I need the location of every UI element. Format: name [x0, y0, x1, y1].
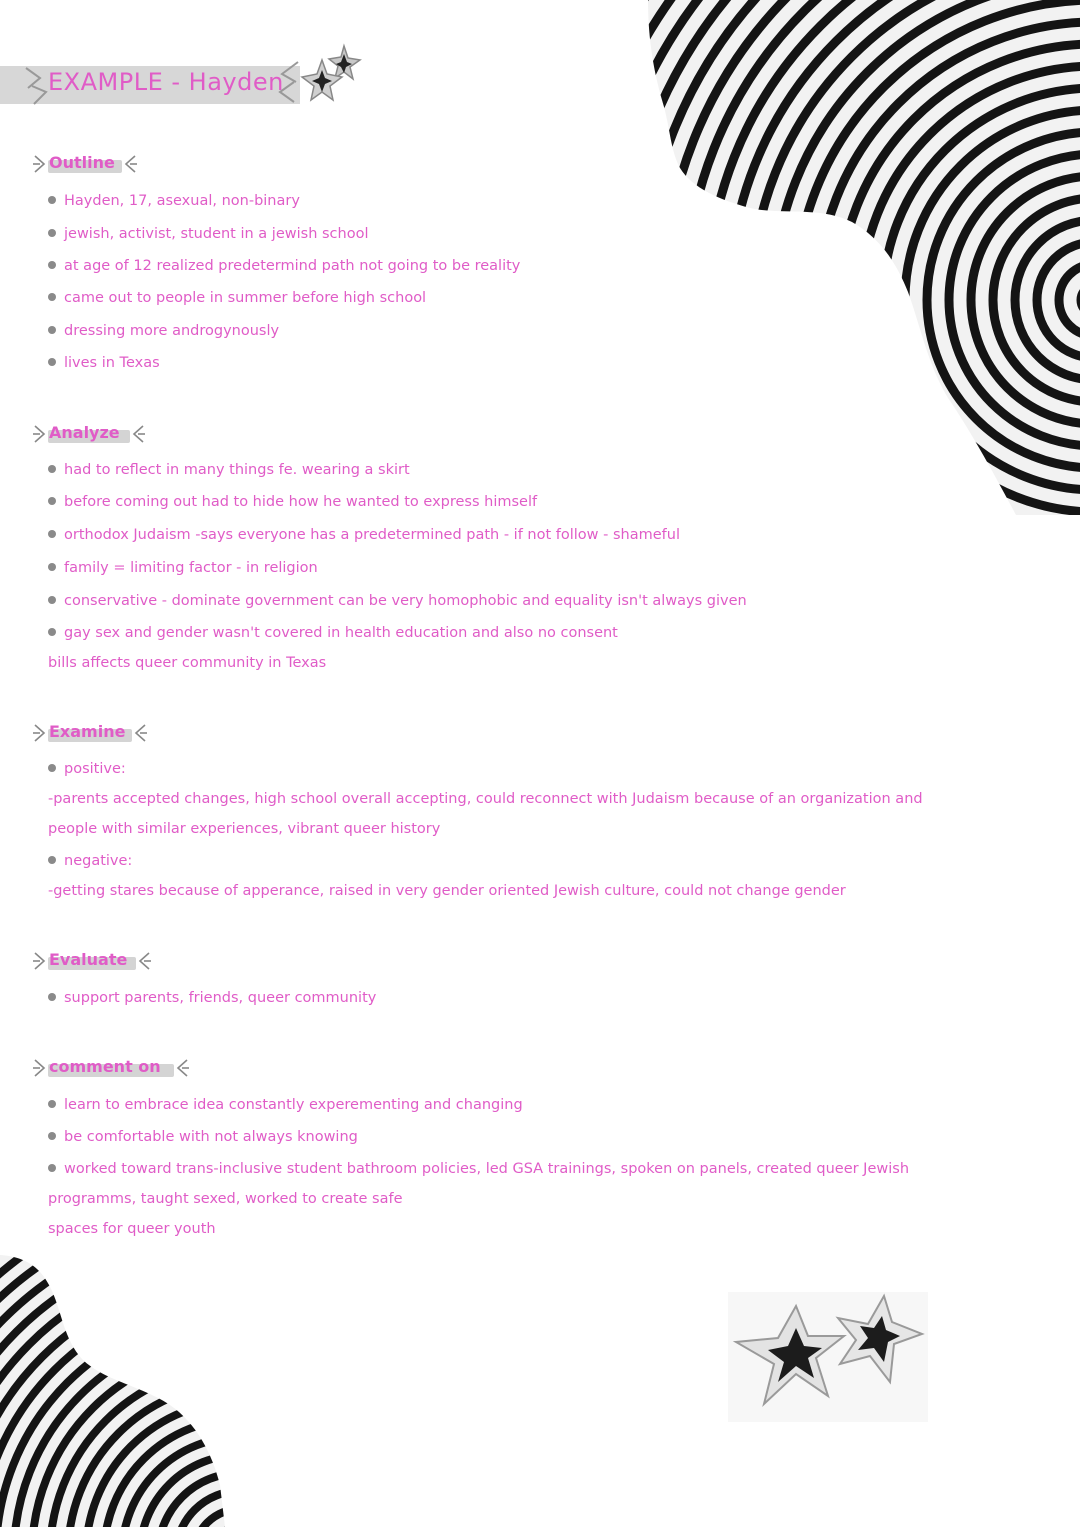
section-heading-wrap: [32, 719, 125, 747]
positive-text-line: people with similar experiences, vibrant queer history: [48, 821, 441, 837]
section-heading: Evaluate: [49, 950, 128, 969]
bullet-icon: [48, 530, 56, 538]
heading-left-mark-icon: [32, 721, 48, 745]
bullet-icon: [48, 196, 56, 204]
list-item: support parents, friends, queer community: [48, 988, 376, 1008]
section-heading: Analyze: [49, 423, 120, 442]
bullet-icon: [48, 764, 56, 772]
section-heading: comment on: [49, 1057, 161, 1076]
bullet-icon: [48, 1164, 56, 1172]
spiral-stripes-decoration: [640, 0, 1080, 515]
section-heading-wrap: [32, 947, 127, 975]
heading-left-mark-icon: [32, 1056, 48, 1080]
heading-left-mark-icon: [32, 949, 48, 973]
title-right-bracket-icon: [276, 60, 302, 106]
silver-stars-earrings-icon: [728, 1292, 928, 1422]
heading-right-mark-icon: [132, 721, 148, 745]
bullet-icon: [48, 1132, 56, 1140]
spiral-stripes-decoration-bottom: [0, 1255, 225, 1527]
list-item: gay sex and gender wasn't covered in health education and also no consent: [48, 623, 618, 643]
bullet-icon: [48, 497, 56, 505]
bullet-icon: [48, 326, 56, 334]
heading-right-mark-icon: [174, 1056, 190, 1080]
list-item: negative:: [48, 851, 132, 871]
title-left-bracket-icon: [22, 64, 48, 108]
heading-right-mark-icon: [122, 152, 138, 176]
bullet-icon: [48, 596, 56, 604]
bullet-icon: [48, 465, 56, 473]
bullet-icon: [48, 358, 56, 366]
list-item: jewish, activist, student in a jewish school: [48, 224, 368, 244]
list-item: learn to embrace idea constantly experementing and changing: [48, 1095, 523, 1115]
list-item: before coming out had to hide how he wanted to express himself: [48, 492, 537, 512]
list-item: had to reflect in many things fe. wearing a skirt: [48, 460, 410, 480]
list-item: orthodox Judaism -says everyone has a predetermined path - if not follow - shameful: [48, 525, 680, 545]
list-item: came out to people in summer before high school: [48, 288, 426, 308]
section-heading: Outline: [49, 153, 115, 172]
heading-left-mark-icon: [32, 152, 48, 176]
bullet-icon: [48, 293, 56, 301]
list-item: Hayden, 17, asexual, non-binary: [48, 191, 300, 211]
list-item-continuation: bills affects queer community in Texas: [48, 655, 327, 671]
heading-right-mark-icon: [136, 949, 152, 973]
silver-stars-icon: [298, 42, 366, 102]
heading-left-mark-icon: [32, 422, 48, 446]
bullet-icon: [48, 563, 56, 571]
list-item: lives in Texas: [48, 353, 160, 373]
page-title: EXAMPLE - Hayden: [48, 68, 284, 96]
bullet-icon: [48, 993, 56, 1001]
list-item: worked toward trans-inclusive student bathroom policies, led GSA trainings, spoken on panels, created queer Jewish: [48, 1159, 909, 1179]
list-item: be comfortable with not always knowing: [48, 1127, 358, 1147]
heading-right-mark-icon: [130, 422, 146, 446]
list-item: positive:: [48, 759, 126, 779]
bullet-icon: [48, 229, 56, 237]
list-item: family = limiting factor - in religion: [48, 558, 318, 578]
negative-text-line: -getting stares because of apperance, raised in very gender oriented Jewish culture, could not change gender: [48, 883, 846, 899]
bullet-icon: [48, 1100, 56, 1108]
section-heading-wrap: [32, 150, 115, 178]
section-heading-wrap: [32, 420, 120, 448]
list-item: dressing more androgynously: [48, 321, 279, 341]
bullet-icon: [48, 856, 56, 864]
list-item-continuation: programms, taught sexed, worked to create safe: [48, 1191, 403, 1207]
list-item: at age of 12 realized predetermind path not going to be reality: [48, 256, 520, 276]
bullet-icon: [48, 628, 56, 636]
bullet-icon: [48, 261, 56, 269]
list-item: conservative - dominate government can be very homophobic and equality isn't always given: [48, 591, 747, 611]
section-heading: Examine: [49, 722, 126, 741]
positive-text-line: -parents accepted changes, high school overall accepting, could reconnect with Judaism because of an organization and: [48, 791, 923, 807]
section-heading-wrap: [32, 1054, 161, 1082]
list-item-continuation: spaces for queer youth: [48, 1221, 216, 1237]
